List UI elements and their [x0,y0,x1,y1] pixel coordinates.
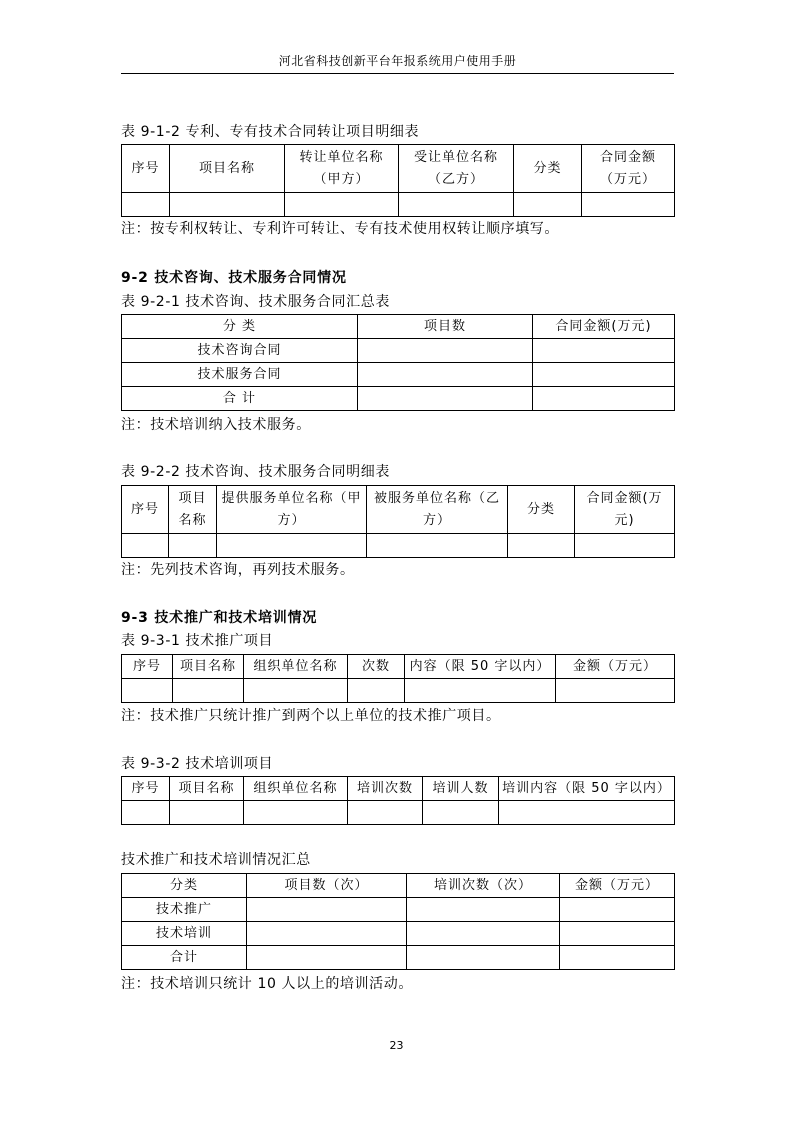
header-cell: 金额（万元） [560,874,675,898]
header-cell: 分类 [514,145,582,193]
table-cell[interactable] [122,534,169,558]
table-header-row [122,655,675,679]
section-9-3-heading: 9-3 技术推广和技术培训情况 [121,610,318,626]
header-cell: 项目数（次） [247,874,407,898]
header-line: 合同金额(万 [586,490,663,506]
section-9-2-heading: 9-2 技术咨询、技术服务合同情况 [121,270,347,286]
table-9-3-2-caption: 表 9-3-2 技术培训项目 [121,756,274,772]
table-cell[interactable] [247,922,407,946]
header-cell [575,486,675,534]
header-cell [285,145,399,193]
table-cell[interactable] [348,679,405,703]
row-label: 技术服务合同 [122,363,358,387]
header-cell: 序号 [122,486,169,534]
row-label: 合 计 [122,387,358,411]
header-cell: 序号 [122,777,170,801]
header-cell: 合同金额(万元) [533,315,675,339]
table-cell[interactable] [169,534,217,558]
header-cell: 项目名称 [173,655,244,679]
table-row [122,534,675,558]
table-cell[interactable] [247,946,407,970]
header-line: 项目 [178,490,207,506]
table-9-2-1-caption: 表 9-2-1 技术咨询、技术服务合同汇总表 [121,294,390,310]
table-cell[interactable] [348,801,423,825]
table-cell[interactable] [122,801,170,825]
table-cell[interactable] [358,387,533,411]
header-line: 提供服务单位名称（甲 [221,490,362,506]
table-cell[interactable] [358,339,533,363]
table-cell[interactable] [122,679,173,703]
table-cell[interactable] [560,946,675,970]
table-9-2-1 [121,314,675,411]
header-line: 合同金额 [599,149,656,165]
table-header-row [122,874,675,898]
row-label: 技术咨询合同 [122,339,358,363]
table-header-row [122,486,675,534]
table-cell[interactable] [170,801,244,825]
header-cell [169,486,217,534]
table-9-1-2 [121,144,675,217]
table-9-3-2 [121,776,675,825]
table-cell[interactable] [533,363,675,387]
table-row [122,339,675,363]
row-label: 合计 [122,946,247,970]
header-cell [217,486,367,534]
table-9-3-1-note: 注：技术推广只统计推广到两个以上单位的技术推广项目。 [121,708,501,724]
header-line: 被服务单位名称（乙 [373,490,500,506]
table-cell[interactable] [244,679,348,703]
table-cell[interactable] [173,679,244,703]
table-cell[interactable] [514,193,582,217]
header-cell: 次数 [348,655,405,679]
table-cell[interactable] [244,801,348,825]
table-cell[interactable] [423,801,499,825]
header-cell [582,145,675,193]
header-cell: 分类 [508,486,575,534]
table-cell[interactable] [556,679,675,703]
table-header-row [122,145,675,193]
header-line: （甲方） [313,171,370,187]
table-cell[interactable] [247,898,407,922]
table-header-row [122,777,675,801]
header-cell: 组织单位名称 [244,777,348,801]
summary-note: 注：技术培训只统计 10 人以上的培训活动。 [121,976,413,992]
table-row [122,801,675,825]
header-cell: 项目名称 [170,145,285,193]
table-cell[interactable] [405,679,556,703]
header-line: 名称 [178,512,207,528]
table-row [122,679,675,703]
table-row [122,363,675,387]
page-number: 23 [389,1039,404,1052]
header-cell: 培训人数 [423,777,499,801]
table-9-2-1-note: 注：技术培训纳入技术服务。 [121,417,311,433]
header-line: 方） [422,512,451,528]
header-line: （乙方） [427,171,484,187]
table-cell[interactable] [560,922,675,946]
table-9-3-1-caption: 表 9-3-1 技术推广项目 [121,633,274,649]
header-line: （万元） [599,171,656,187]
header-cell: 分类 [122,874,247,898]
table-cell[interactable] [560,898,675,922]
header-line: 转让单位名称 [299,149,384,165]
table-cell[interactable] [358,363,533,387]
table-cell[interactable] [575,534,675,558]
table-9-2-2-note: 注：先列技术咨询，再列技术服务。 [121,562,355,578]
row-label: 技术推广 [122,898,247,922]
table-row [122,946,675,970]
header-rule [121,73,674,74]
table-cell[interactable] [533,339,675,363]
header-cell [367,486,508,534]
table-cell[interactable] [407,946,560,970]
table-cell[interactable] [399,193,514,217]
summary-table [121,873,675,970]
table-9-3-1 [121,654,675,703]
header-cell: 培训次数 [348,777,423,801]
table-cell[interactable] [508,534,575,558]
table-9-2-2-caption: 表 9-2-2 技术咨询、技术服务合同明细表 [121,464,390,480]
table-9-2-2 [121,485,675,558]
header-cell: 分 类 [122,315,358,339]
header-cell: 内容（限 50 字以内） [405,655,556,679]
running-header: 河北省科技创新平台年报系统用户使用手册 [278,54,517,68]
table-cell[interactable] [533,387,675,411]
header-cell [399,145,514,193]
table-cell[interactable] [499,801,675,825]
table-cell[interactable] [582,193,675,217]
table-row [122,898,675,922]
header-cell: 金额（万元） [556,655,675,679]
table-cell[interactable] [407,898,560,922]
table-row [122,387,675,411]
table-header-row [122,315,675,339]
header-line: 受让单位名称 [413,149,498,165]
table-row [122,193,675,217]
table-cell[interactable] [217,534,367,558]
table-9-1-2-note: 注：按专利权转让、专利许可转让、专有技术使用权转让顺序填写。 [121,221,559,237]
table-cell[interactable] [367,534,508,558]
row-label: 技术培训 [122,922,247,946]
table-row [122,922,675,946]
header-cell: 项目数 [358,315,533,339]
header-cell: 序号 [122,145,170,193]
table-cell[interactable] [170,193,285,217]
header-cell: 培训次数（次） [407,874,560,898]
header-cell: 序号 [122,655,173,679]
table-cell[interactable] [407,922,560,946]
table-9-1-2-caption: 表 9-1-2 专利、专有技术合同转让项目明细表 [121,124,420,140]
header-line: 方） [277,512,306,528]
table-cell[interactable] [285,193,399,217]
header-cell: 组织单位名称 [244,655,348,679]
summary-caption: 技术推广和技术培训情况汇总 [121,852,311,868]
header-cell: 项目名称 [170,777,244,801]
header-cell: 培训内容（限 50 字以内） [499,777,675,801]
table-cell[interactable] [122,193,170,217]
header-line: 元) [614,512,635,528]
